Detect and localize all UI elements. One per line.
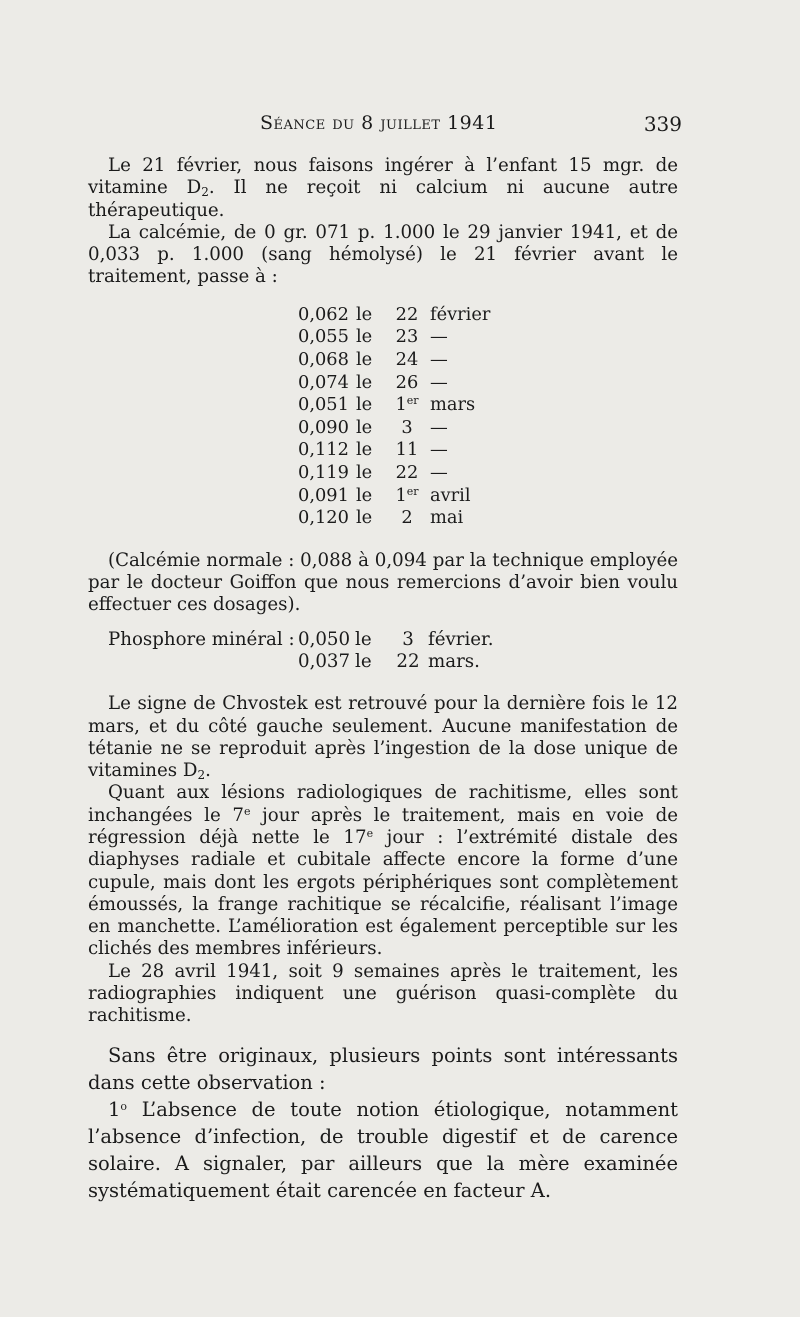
phosphore-day: 3: [402, 628, 414, 650]
phosphore-label: Phosphore minéral :: [108, 628, 295, 650]
table-row: [298, 462, 678, 485]
table-le: le: [356, 439, 373, 461]
table-value: 0,090: [298, 416, 349, 438]
table-month: mai: [430, 507, 464, 529]
table-le: le: [356, 371, 373, 393]
phosphore-row: [88, 629, 678, 651]
table-month: —: [430, 416, 448, 438]
table-day: 22: [395, 303, 419, 325]
table-value: 0,068: [298, 348, 349, 370]
table-month: avril: [430, 484, 471, 506]
table-value: 0,112: [298, 439, 349, 461]
table-month: —: [430, 439, 448, 461]
table-le: le: [356, 507, 373, 529]
table-day: 23: [395, 326, 419, 348]
table-month: février: [430, 303, 491, 325]
paragraph-chvostek: Le signe de Chvostek est retrouvé pour la dernière fois le 12 mars, et du côté gauche seulement. Aucune manifestation de tétanie ne se reproduit après l’ingestion de la dose unique de vitamines $D_2$.: [88, 693, 678, 783]
phosphore-day: 22: [396, 650, 420, 672]
table-value: 0,062: [298, 303, 349, 325]
paragraph-text: Le signe de Chvostek est retrouvé pour la dernière fois le 12 mars, et du côté gauche seulement. Aucune manifestation de tétanie ne se reproduit après l’ingestion de la dose unique de vitamines D: [88, 693, 678, 782]
paragraph-radiology: Quant aux lésions radiologiques de rachitisme, elles sont inchangées le 7e jour après le traitement, mais en voie de régression déjà nette le 17e jour : l’extrémité distale des diaphyses radiale et cubitale affecte encore la forme d’une cupule, mais dont les ergots périphériques sont complètement émoussés, la frange rachitique se récalcifie, réalisant l’image en manchette. L’amélioration est également perceptible sur les clichés des membres inférieurs.: [88, 782, 678, 960]
paragraph-vitamin-dose: [88, 155, 678, 222]
table-day: 3: [401, 416, 413, 438]
table-month: —: [430, 461, 448, 483]
phosphore-row: [88, 651, 678, 673]
calcemia-table: [298, 304, 678, 530]
table-row: [298, 304, 678, 327]
subscript: 2: [201, 185, 209, 200]
subscript: 2: [197, 768, 206, 783]
paragraph-text: . Il ne reçoit ni calcium ni aucune autre thérapeutique.: [88, 177, 678, 221]
table-value: 0,120: [298, 507, 349, 529]
table-value: 0,091: [298, 484, 349, 506]
paragraph-observation: Sans être originaux, plusieurs points sont intéressants dans cette observation :: [88, 1043, 678, 1094]
table-le: le: [356, 326, 373, 348]
table-row: [298, 417, 678, 440]
table-row: [298, 394, 678, 417]
table-le: le: [356, 416, 373, 438]
paragraph-normal-calcemia: (Calcémie normale : 0,088 à 0,094 par la technique employée par le docteur Goiffon que nous remercions d’avoir bien voulu effectuer ces dosages).: [88, 549, 678, 616]
table-month: mars: [430, 394, 476, 416]
table-row: [298, 326, 678, 349]
table-value: 0,074: [298, 371, 349, 393]
phosphore-month: mars.: [428, 650, 480, 672]
table-row: [298, 372, 678, 395]
table-le: le: [356, 484, 373, 506]
table-value: 0,055: [298, 326, 349, 348]
table-day: 11: [395, 439, 419, 461]
table-value: 0,051: [298, 394, 349, 416]
table-day: 2: [401, 507, 413, 529]
table-day: 26: [395, 371, 419, 393]
table-le: le: [356, 461, 373, 483]
page-number: 339: [643, 112, 682, 136]
table-le: le: [356, 394, 373, 416]
table-value: 0,119: [298, 461, 349, 483]
header-title-prefix: Séance du: [260, 112, 355, 134]
table-month: —: [430, 371, 448, 393]
paragraph-point-1: 1$^o$ L’absence de toute notion étiologique, notamment l’absence d’infection, de trouble digestif et de carence solaire. A signaler, par ailleurs que la mère examinée systématiquement était carencée en facteur A.: [88, 1097, 678, 1202]
running-header: [88, 112, 684, 144]
header-title-year: 1941: [447, 112, 498, 134]
header-title: [260, 112, 497, 134]
table-month: —: [430, 348, 448, 370]
table-row: [298, 439, 678, 462]
phosphore-le: le: [355, 650, 372, 672]
table-day: 24: [395, 348, 419, 370]
table-day: 1er: [395, 484, 419, 506]
phosphore-le: le: [355, 628, 372, 650]
table-row: [298, 485, 678, 508]
paragraph-calcemia-intro: La calcémie, de 0 gr. 071 p. 1.000 le 29 janvier 1941, et de 0,033 p. 1.000 (sang hémolysé) le 21 février avant le traitement, passe à :: [88, 221, 678, 288]
phosphore-month: février.: [428, 628, 494, 650]
table-day: 1er: [395, 394, 419, 416]
header-title-day: 8: [361, 112, 374, 134]
body-text: [88, 155, 678, 1204]
phosphore-value: 0,050: [298, 628, 351, 650]
header-title-month: juillet: [380, 112, 441, 134]
table-le: le: [356, 303, 373, 325]
table-le: le: [356, 348, 373, 370]
paragraph-healing: Le 28 avril 1941, soit 9 semaines après le traitement, les radiographies indiquent une guérison quasi-complète du rachitisme.: [88, 960, 678, 1027]
table-row: [298, 507, 678, 530]
phosphore-value: 0,037: [298, 650, 351, 672]
table-day: 22: [395, 461, 419, 483]
table-row: [298, 349, 678, 372]
table-month: —: [430, 326, 448, 348]
paragraph-text: Le 21 février, nous faisons ingérer à l’enfant 15 mgr. de vitamine D: [88, 155, 678, 199]
